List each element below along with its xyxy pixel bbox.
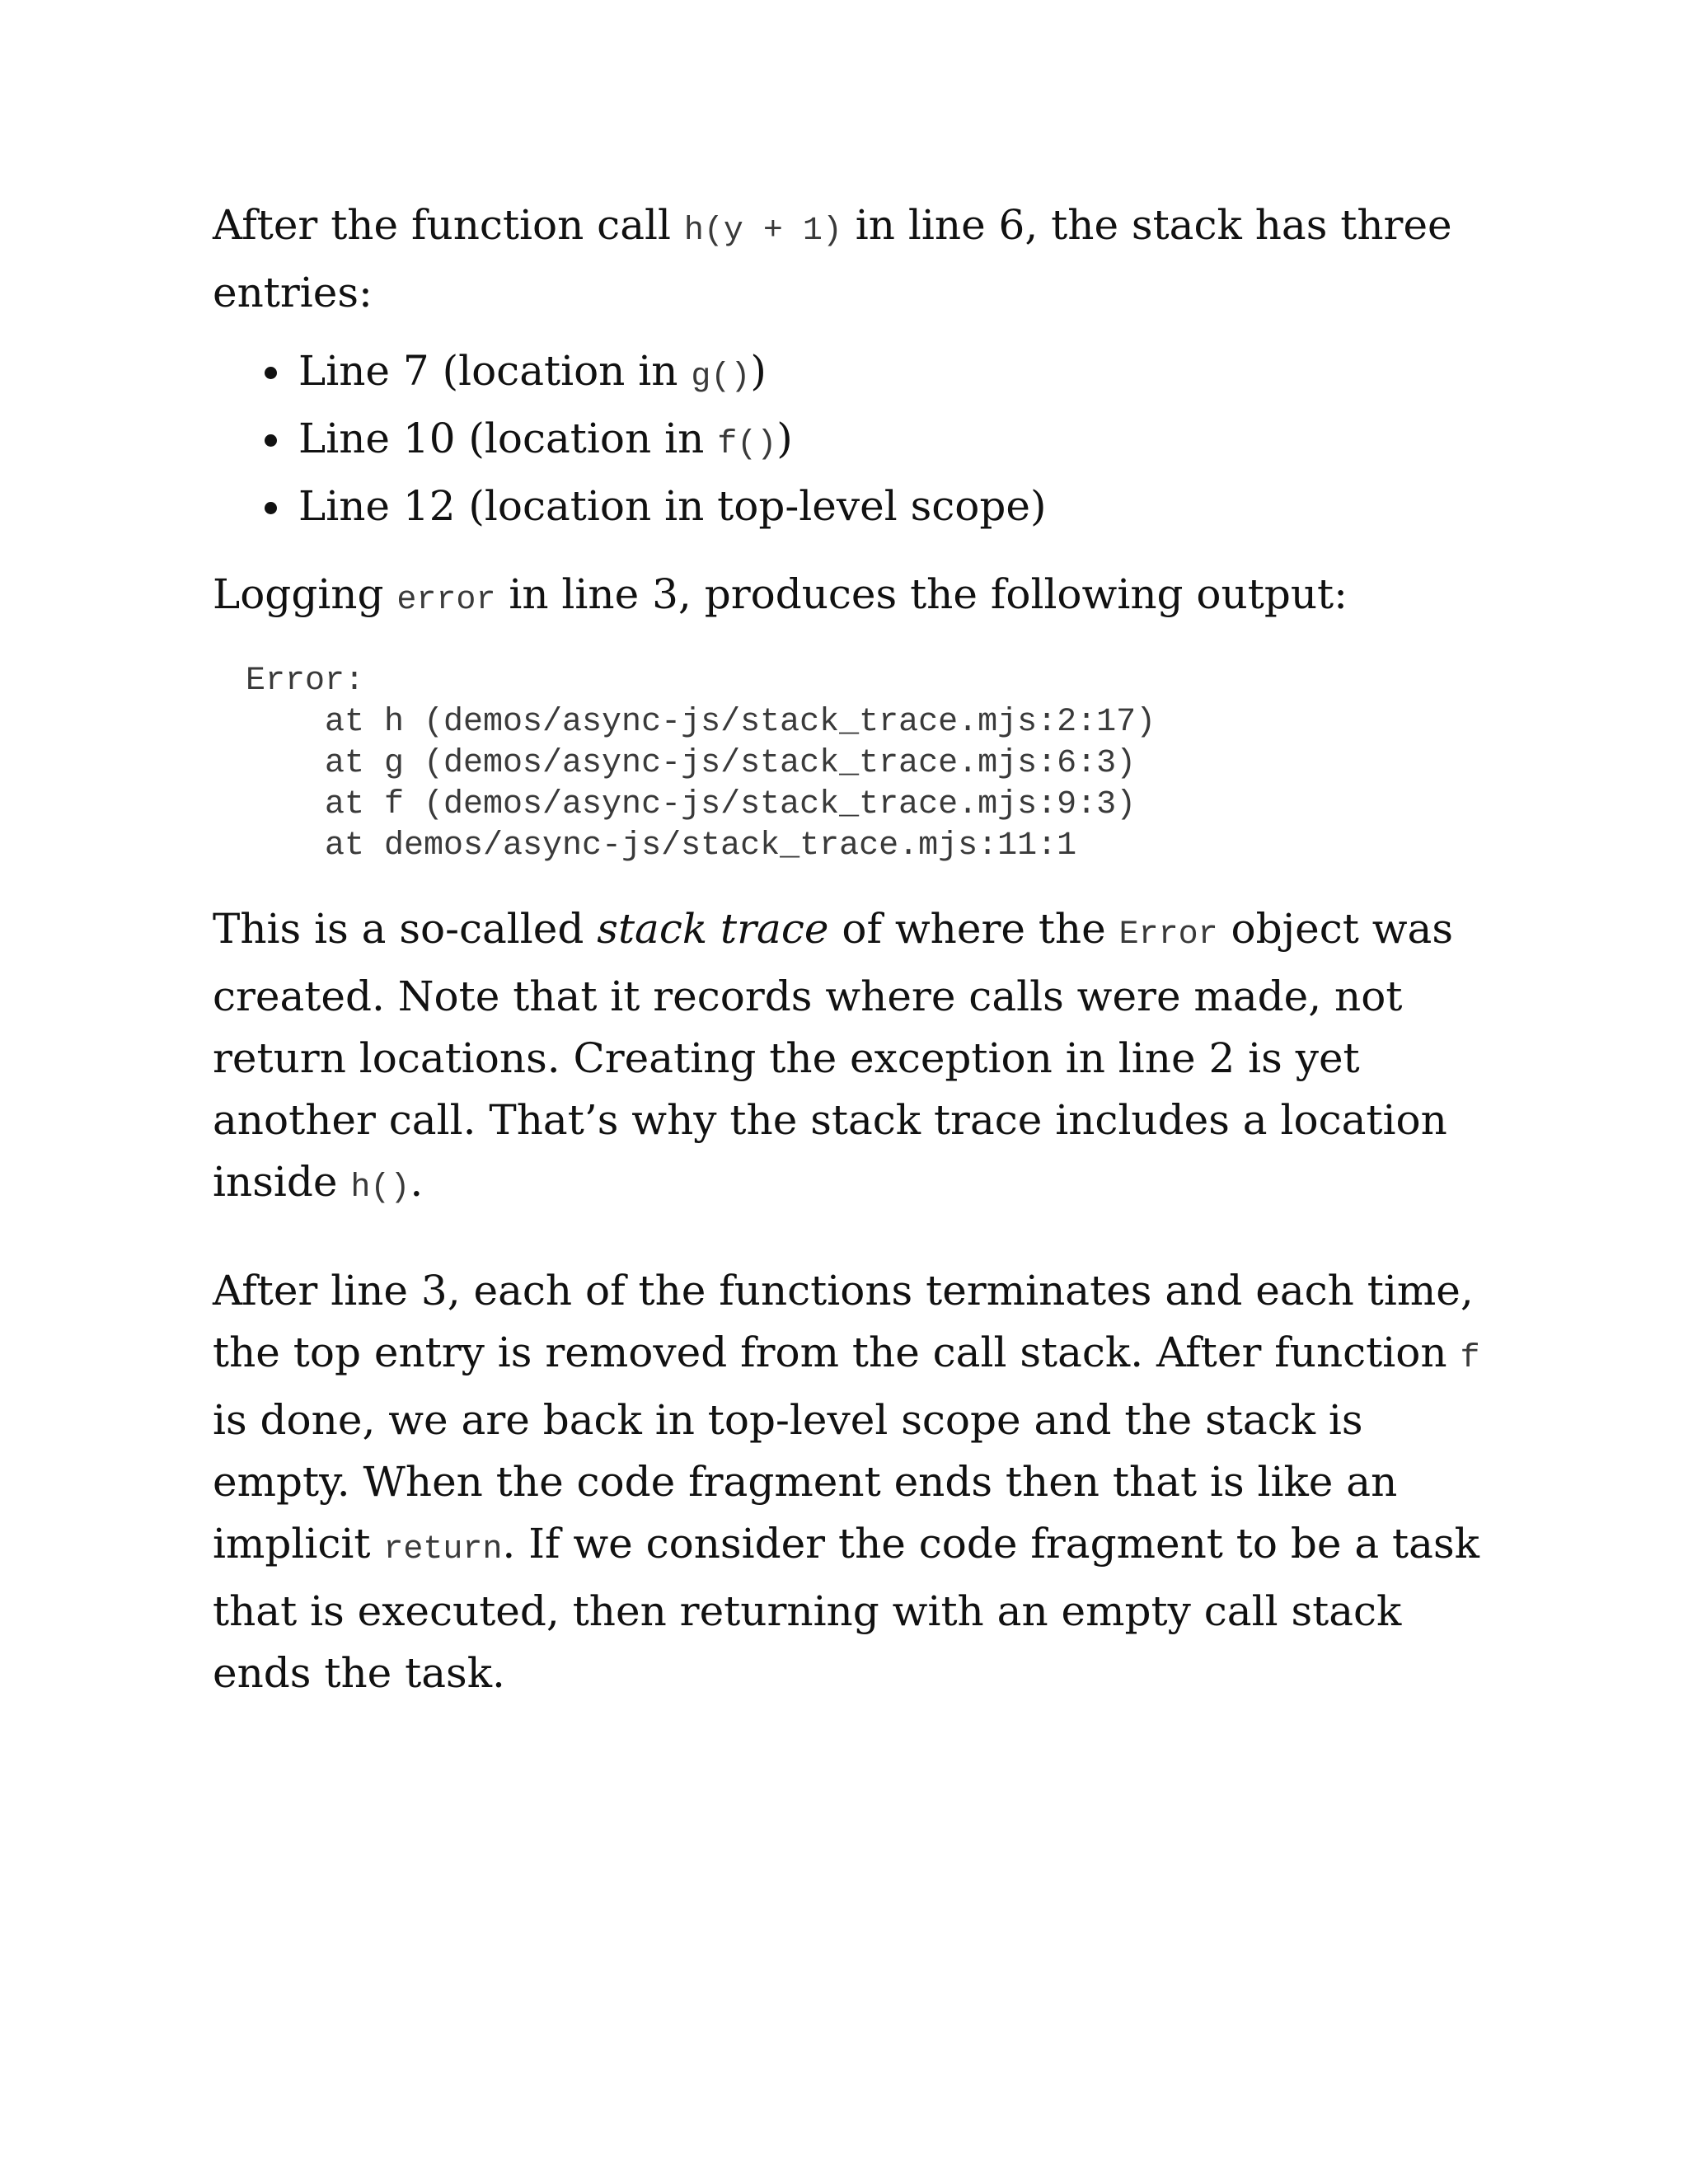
- inline-code: h(y + 1): [683, 213, 842, 250]
- text-span: of where the: [828, 905, 1119, 953]
- inline-code: return: [383, 1531, 503, 1568]
- trace-line: at f (demos/async-js/stack_trace.mjs:9:3): [325, 786, 1137, 823]
- inline-code: g(): [691, 359, 751, 396]
- text-span: Line 10 (location in: [298, 415, 718, 462]
- text-span: After line 3, each of the functions terminates and each time, the top entry is removed from the call stack. After function: [213, 1267, 1474, 1376]
- text-span: Line 12 (location in top-level scope): [298, 482, 1047, 530]
- trace-line: at demos/async-js/stack_trace.mjs:11:1: [325, 827, 1077, 865]
- text-span: Logging: [213, 570, 397, 618]
- text-span: is done, we are back in top-level scope and the stack is empty. When the code fragment ends then that is like an implicit: [213, 1396, 1398, 1568]
- trace-line: at h (demos/async-js/stack_trace.mjs:2:17): [325, 704, 1156, 741]
- text-span: in line 3, produces the following output:: [495, 570, 1348, 618]
- trace-header: Error:: [246, 663, 365, 700]
- inline-code: f: [1460, 1340, 1480, 1377]
- text-span: This is a so-called: [213, 905, 598, 953]
- inline-code: Error: [1118, 916, 1218, 954]
- list-item: [295, 476, 1482, 537]
- text-span: ): [750, 347, 767, 395]
- paragraph-stack-trace-explanation: [213, 898, 1482, 1219]
- stack-entries-list: [213, 340, 1482, 537]
- text-span: .: [410, 1158, 424, 1206]
- list-item: [295, 340, 1482, 408]
- emphasis: stack trace: [597, 905, 829, 953]
- text-span: ): [776, 415, 793, 462]
- text-span: object was created. Note that it records where calls were made, not return locations. Creating the exception in line 2 is yet another call. That’s why the stack trace includes a location inside: [213, 905, 1453, 1206]
- paragraph-task-end: [213, 1260, 1482, 1704]
- inline-code: f(): [717, 426, 777, 463]
- text-span: Line 7 (location in: [298, 347, 692, 395]
- inline-code: error: [396, 582, 496, 619]
- paragraph-intro: [213, 194, 1482, 324]
- paragraph-logging: [213, 564, 1482, 631]
- stack-trace-output: [246, 661, 1482, 867]
- trace-line: at g (demos/async-js/stack_trace.mjs:6:3): [325, 745, 1137, 782]
- inline-code: h(): [350, 1169, 410, 1207]
- list-item: [295, 408, 1482, 476]
- document-page: [213, 194, 1482, 1704]
- text-span: in line 6, the stack has three entries:: [213, 201, 1452, 316]
- text-span: After the function call: [213, 201, 684, 249]
- text-span: . If we consider the code fragment to be a task that is executed, then returning with an empty call stack ends the task.: [213, 1520, 1479, 1697]
